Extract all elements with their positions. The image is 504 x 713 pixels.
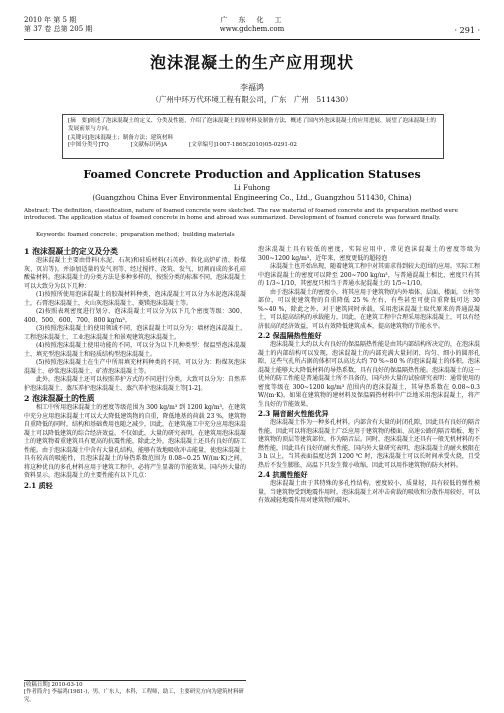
paragraph: (4)按照泡沫混凝土使用功能的不同，可以分为以下几种类型：保温型泡沫混凝土、填充型泡沫混凝土和轻质结构型泡沫混凝土。	[24, 342, 246, 358]
issue-line-1: 2010 年 第 5 期	[24, 16, 77, 24]
journal-url[interactable]: www.gdchem.com	[219, 25, 285, 33]
paragraph: 泡沫混凝土作为一种多孔材料，内部含有大量的封闭孔隙，因此具有良好的隔音性能，因此可以将泡沫混凝土广泛应用于建筑物的楼面、高速公路的隔音墙板、地下建筑物的顶层等建筑部位，作为隔音层。同时，泡沫混凝土还具有一般无机材料的不燃性能，因此具有良好的耐火性能，国内外大量研究表明，泡沫混凝土的耐火极限在 3 h 以上，当其表面温度达到 1200 ℃ 时，泡沫混凝土可以长时间承受火烧，且受热后不发生膨胀，高温下只发生微小收缩，因此可以用作建筑物的防火材料。	[258, 419, 481, 469]
english-keywords: Keywords: foamed concrete；preparation method；building materials	[36, 232, 235, 238]
issue-line-2: 第 37 卷 总第 205 期	[24, 25, 93, 33]
paragraph: 沫混凝土也开始出现，随着建筑工程中对其需求得到较大范围的应用。实际工程中泡沫混凝土的密度可以降至 200~700 kg/m³，与普通混凝土相比，密度只有其的 1/3~1/10，其密度只相当于普通水泥混凝土的 1/5~1/10。	[258, 263, 481, 287]
keywords-cn: [关键词]泡沫混凝土；制备方法；建筑材料	[68, 134, 174, 141]
paragraph: (1)按照所使用泡沫混凝土的胶凝材料种类，泡沫混凝土可以分为水泥泡沫混凝土，石膏泡沫混凝土，火山灰泡沫混凝土、菱镁泡沫混凝土等。	[24, 291, 246, 307]
section-heading: 2 泡沫混凝土的性质	[24, 394, 95, 403]
document-code: [文献标识码]A	[130, 142, 168, 149]
english-affiliation: (Guangzhou China Ever Environmental Engineering Co., Ltd., Guangzhou 511430, China)	[92, 194, 412, 202]
english-title: Foamed Concrete Production and Application Statuses	[83, 168, 421, 181]
subsection-heading: 2.1 质轻	[24, 480, 53, 490]
page-number: · 291 ·	[454, 26, 480, 35]
right-column	[258, 246, 480, 506]
article-title: 泡沫混凝土的生产应用现状	[149, 53, 354, 72]
article-number: [文章编号]1007-1865(2010)05-0291-02	[189, 142, 297, 149]
abstract-cn: [摘 要]阐述了泡沫混凝土的定义、分类及性能，介绍了泡沫混凝土的原材料及制备方法，概述了国内外泡沫混凝土的应用进展，展望了泡沫混凝土的发展前景与方向。	[68, 118, 436, 132]
subsection-heading: 2.2 保温隔热性能好	[258, 331, 322, 340]
issue-info	[24, 16, 92, 34]
paragraph: 泡沫混凝土主要由骨料(水泥、石灰)和硅质材料(石英砂、粒化高炉矿渣、粉煤灰、页岩等)，并添加适量的发气剂等，经过搅拌、浇筑、发气、切割而成的多孔硅酸盐材料。泡沫混凝土的分类方法是多种多样的，按照分类的标准不同，泡沫混凝土可以大致分为以下几种：	[24, 257, 247, 290]
journal-name	[194, 16, 310, 34]
classification-line	[68, 142, 438, 150]
author-affiliation: （广州中环万代环境工程有限公司，广东 广州 511430）	[151, 95, 353, 104]
chinese-abstract-box	[62, 114, 444, 159]
left-column	[24, 246, 246, 491]
clc-number: [中图分类号]TQ	[68, 142, 109, 149]
paragraph: 泡沫混凝土大约以大有良好的保温隔热性能是由其内部结构所决定的，在泡沫混凝土的内部结构可以发现，泡沫混凝土的内部充满大量封闭、均匀、细小的圆形孔隙，这些气孔所占据的体积可以高达大约 70 %~80 % 的泡沫混凝土的体积，泡沫混凝土能够大大降低材料的导热系数，具有良好的保温隔热性能。泡沫混凝土的这一优异的防工性能是普通混凝土所不具备的，国内外大量的试验研究表明：通常使用的密度等级在 300~1200 kg/m³ 范围内的泡沫混凝土，其导热系数在 0.08~0.3 W/(m·K)，如果在建筑物的建材料及保温隔热材料中广泛地采用泡沫混凝土，将产生良好的节能效果。	[258, 341, 481, 408]
paragraph: (3)按照泡沫混凝土的使用领域不同，泡沫混凝土可以分为：墙材泡沫混凝土、工程泡沫混凝土、工业泡沫混凝土和景观建筑泡沫混凝土。	[24, 325, 246, 341]
paragraph: (5)按照泡沫混凝土在生产中所用填充材料种类的不同，可以分为：粉煤灰泡沫混凝土、砂浆泡沫混凝土、矿渣泡沫混凝土等。	[24, 359, 246, 375]
subsection-heading: 2.4 抗震性能好	[258, 470, 308, 479]
paragraph: 此外，泡沫混凝土还可以按照养护方式的不同进行分类，大致可以分为：自然养护泡沫混凝土、蒸压养护泡沫混凝土、蒸汽养护泡沫混凝土等[1-2]。	[24, 376, 247, 392]
paragraph: 由于泡沫混凝土的密度小，将其应用于建筑物的内外墙体、层面、楼面，立柱等部位，可以使建筑物的自重降低 25 % 左右，有些甚至可使自重降低可达 30 %~40 %，除此之外，对于建筑同时承载，采用泡沫混凝土取代原来的普通混凝土，可以提高结构的承载能力，因此，在建筑工程中合理采用泡沫混凝土，可以有经济很高的经济效益，可以有效降低建筑成本，提高建筑物的节能水平。	[258, 288, 481, 330]
author-name: 李福鸿	[240, 83, 264, 92]
paragraph: 相工中所用泡沫混凝土的密度等级范围为 300 kg/m³ 到 1200 kg/m³，在建筑中充分应用泡沫混凝土可以大大降低建筑物的自重，降低地基的荷载 23 %，建筑物自重降低的同时，结构和基础费用也随之减少，因此，在建筑施工中充分应用泡沫混凝土可以降低建筑的综合经济效益。不仅如此，大量的研究表明，在建筑用泡沫混凝土的建筑物着重建筑具有更高的抗震性能，除此之外，泡沫混凝土还具有良好的防工性能。由于泡沫混凝土中含有大量孔结构，能够有效地吸收冲击能量，使泡沫混凝土具有较高的吸能性，且泡沫混凝土的导热系数范围为 0.08~0.25 W/(m·K)之间，将这种优良的多孔材料应用于建筑工程中，必将产生显著的节能效果。国内外大量的资料显示，泡沫混凝土的主要性能有以下几点：	[24, 404, 247, 479]
english-abstract: Abstract: The definition, classification, nature of foamed concrete were sketched. The raw material of foamed concrete and its preparation method were introduced. The application status of foamed concrete in home and abroad was summarized. Development of foamed concrete was forward finally.	[24, 208, 458, 222]
paragraph: 泡沫混凝土具有较低的密度，实际应用中，常见泡沫混凝土的密度等级为 300~1200 kg/m³，近年来，密度更低的超轻泡	[258, 246, 480, 262]
journal-title: 广 东 化 工	[220, 16, 284, 24]
paragraph: 泡沫混凝土由于其特殊的多孔性结构，密度较小，质量轻，具有较低的弹性模量，当建筑物受到地震作用时，泡沫混凝土对冲击荷载的吸收和分散作用较好，可以有效减轻地震作用对建筑物的破坏。	[258, 480, 481, 504]
paragraph: (2)按照表观密度进行划分，泡沫混凝土可以分为以下几个密度等级：300、400、500、600、700、800 kg/m³。	[24, 308, 246, 324]
english-author: Li Fuhong	[233, 184, 271, 192]
running-header	[24, 14, 480, 40]
subsection-heading: 2.3 隔音耐火性能优异	[258, 409, 329, 418]
author-bio: [作者简介] 李福鸿(1981-)，男，广东人，本科，工程师，助工，主要研究方向为建筑材料研究。	[24, 689, 244, 703]
footnote	[24, 680, 246, 704]
section-heading: 1 泡沫混凝土的定义及分类	[24, 247, 118, 256]
received-date: [收稿日期] 2010-03-10	[24, 682, 83, 688]
